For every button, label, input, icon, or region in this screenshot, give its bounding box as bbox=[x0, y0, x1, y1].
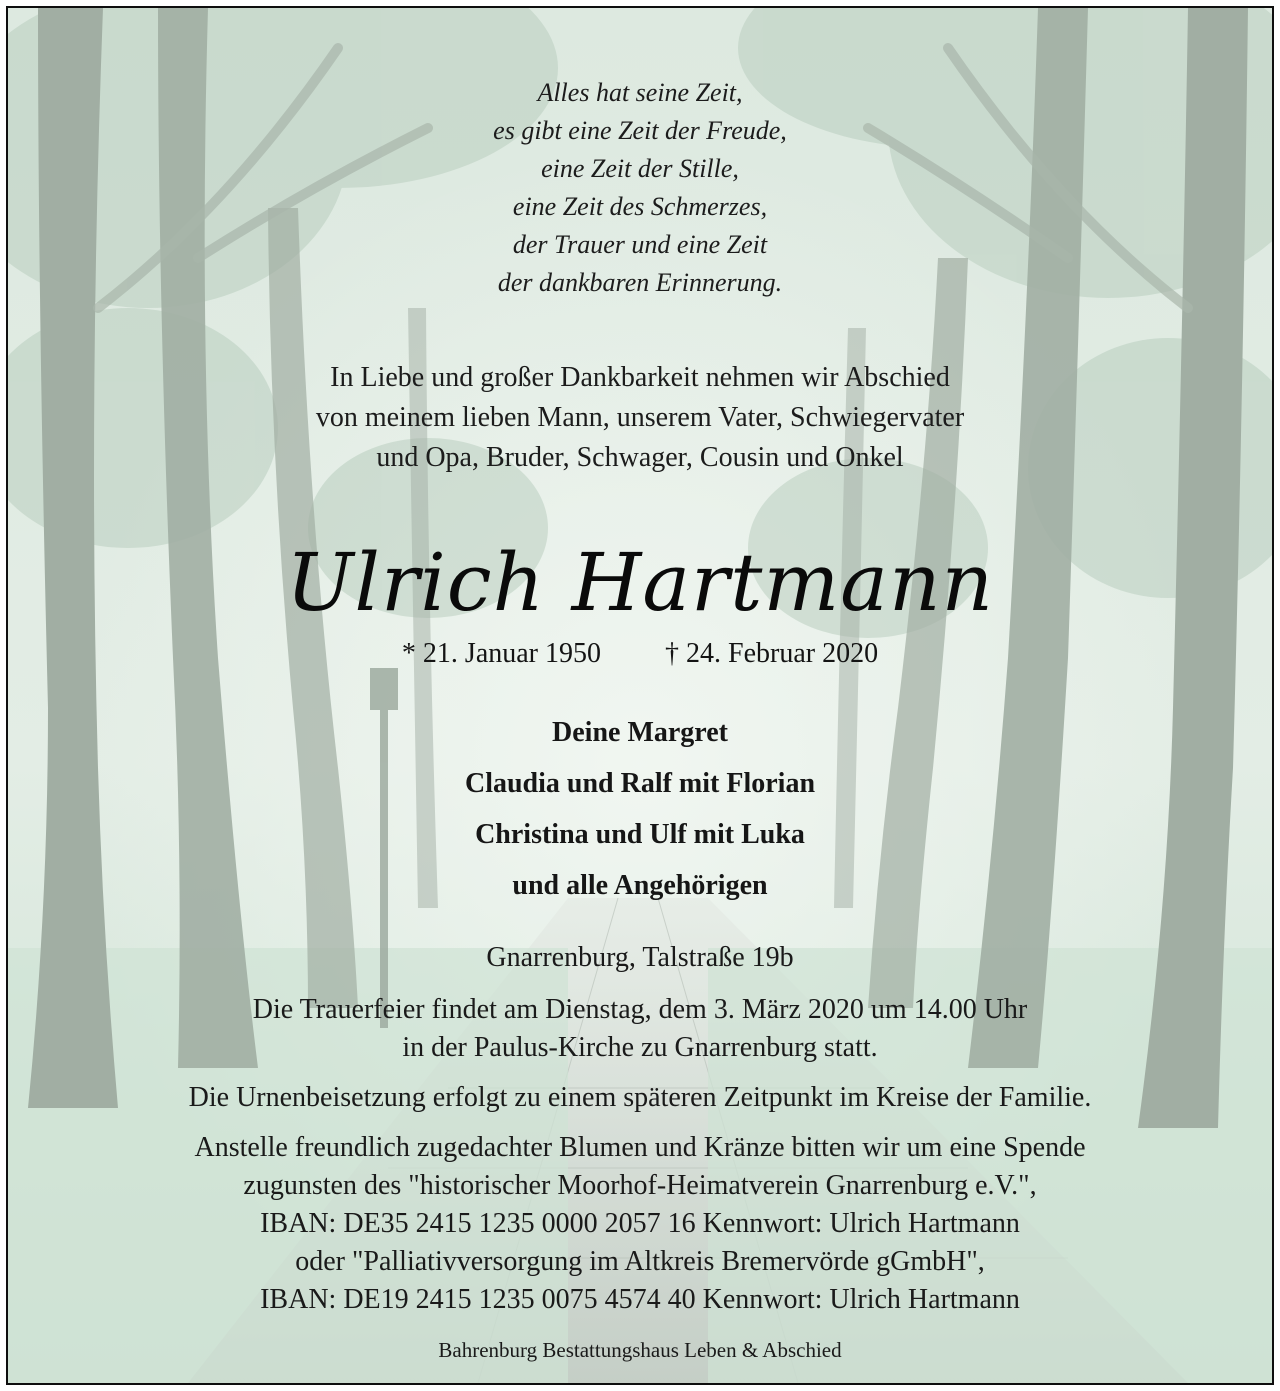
donation-line: Anstelle freundlich zugedachter Blumen und Kränze bitten wir um eine Spende bbox=[194, 1132, 1086, 1163]
donation-iban: IBAN: DE19 2415 1235 0075 4574 40 Kennwort: Ulrich Hartmann bbox=[260, 1284, 1020, 1315]
poem-line: eine Zeit der Stille, bbox=[541, 154, 739, 183]
deceased-name: Ulrich Hartmann bbox=[285, 536, 995, 629]
family-address: Gnarrenburg, Talstraße 19b bbox=[486, 942, 794, 973]
ceremony-line: in der Paulus-Kirche zu Gnarrenburg statt. bbox=[402, 1032, 878, 1063]
intro-line: von meinem lieben Mann, unserem Vater, Schwiegervater bbox=[315, 402, 965, 433]
birth-date: * 21. Januar 1950 bbox=[401, 638, 601, 669]
mourner-name: Deine Margret bbox=[552, 717, 728, 748]
ceremony-line: Die Trauerfeier findet am Dienstag, dem 3. März 2020 um 14.00 Uhr bbox=[252, 994, 1028, 1025]
mourner-name: Christina und Ulf mit Luka bbox=[475, 819, 805, 850]
poem-line: der dankbaren Erinnerung. bbox=[497, 268, 783, 297]
intro-line: und Opa, Bruder, Schwager, Cousin und Onkel bbox=[376, 442, 904, 473]
mourner-name: und alle Angehörigen bbox=[512, 870, 768, 901]
poem-line: eine Zeit des Schmerzes, bbox=[512, 192, 768, 221]
poem-line: der Trauer und eine Zeit bbox=[512, 230, 768, 259]
undertaker-credit: Bahrenburg Bestattungshaus Leben & Abschied bbox=[438, 1338, 842, 1362]
burial-info: Die Urnenbeisetzung erfolgt zu einem späteren Zeitpunkt im Kreise der Familie. bbox=[188, 1082, 1092, 1113]
mourner-name: Claudia und Ralf mit Florian bbox=[464, 768, 816, 799]
life-dates bbox=[8, 636, 1272, 672]
death-date: † 24. Februar 2020 bbox=[665, 638, 879, 669]
donation-iban: IBAN: DE35 2415 1235 0000 2057 16 Kennwort: Ulrich Hartmann bbox=[260, 1208, 1020, 1239]
obituary-notice bbox=[6, 6, 1274, 1385]
donation-line: zugunsten des "historischer Moorhof-Heimatverein Gnarrenburg e.V.", bbox=[243, 1170, 1037, 1201]
poem-line: Alles hat seine Zeit, bbox=[537, 78, 743, 107]
intro-line: In Liebe und großer Dankbarkeit nehmen wir Abschied bbox=[330, 362, 950, 393]
donation-line: oder "Palliativversorgung im Altkreis Bremervörde gGmbH", bbox=[295, 1246, 985, 1277]
poem-line: es gibt eine Zeit der Freude, bbox=[493, 116, 787, 145]
